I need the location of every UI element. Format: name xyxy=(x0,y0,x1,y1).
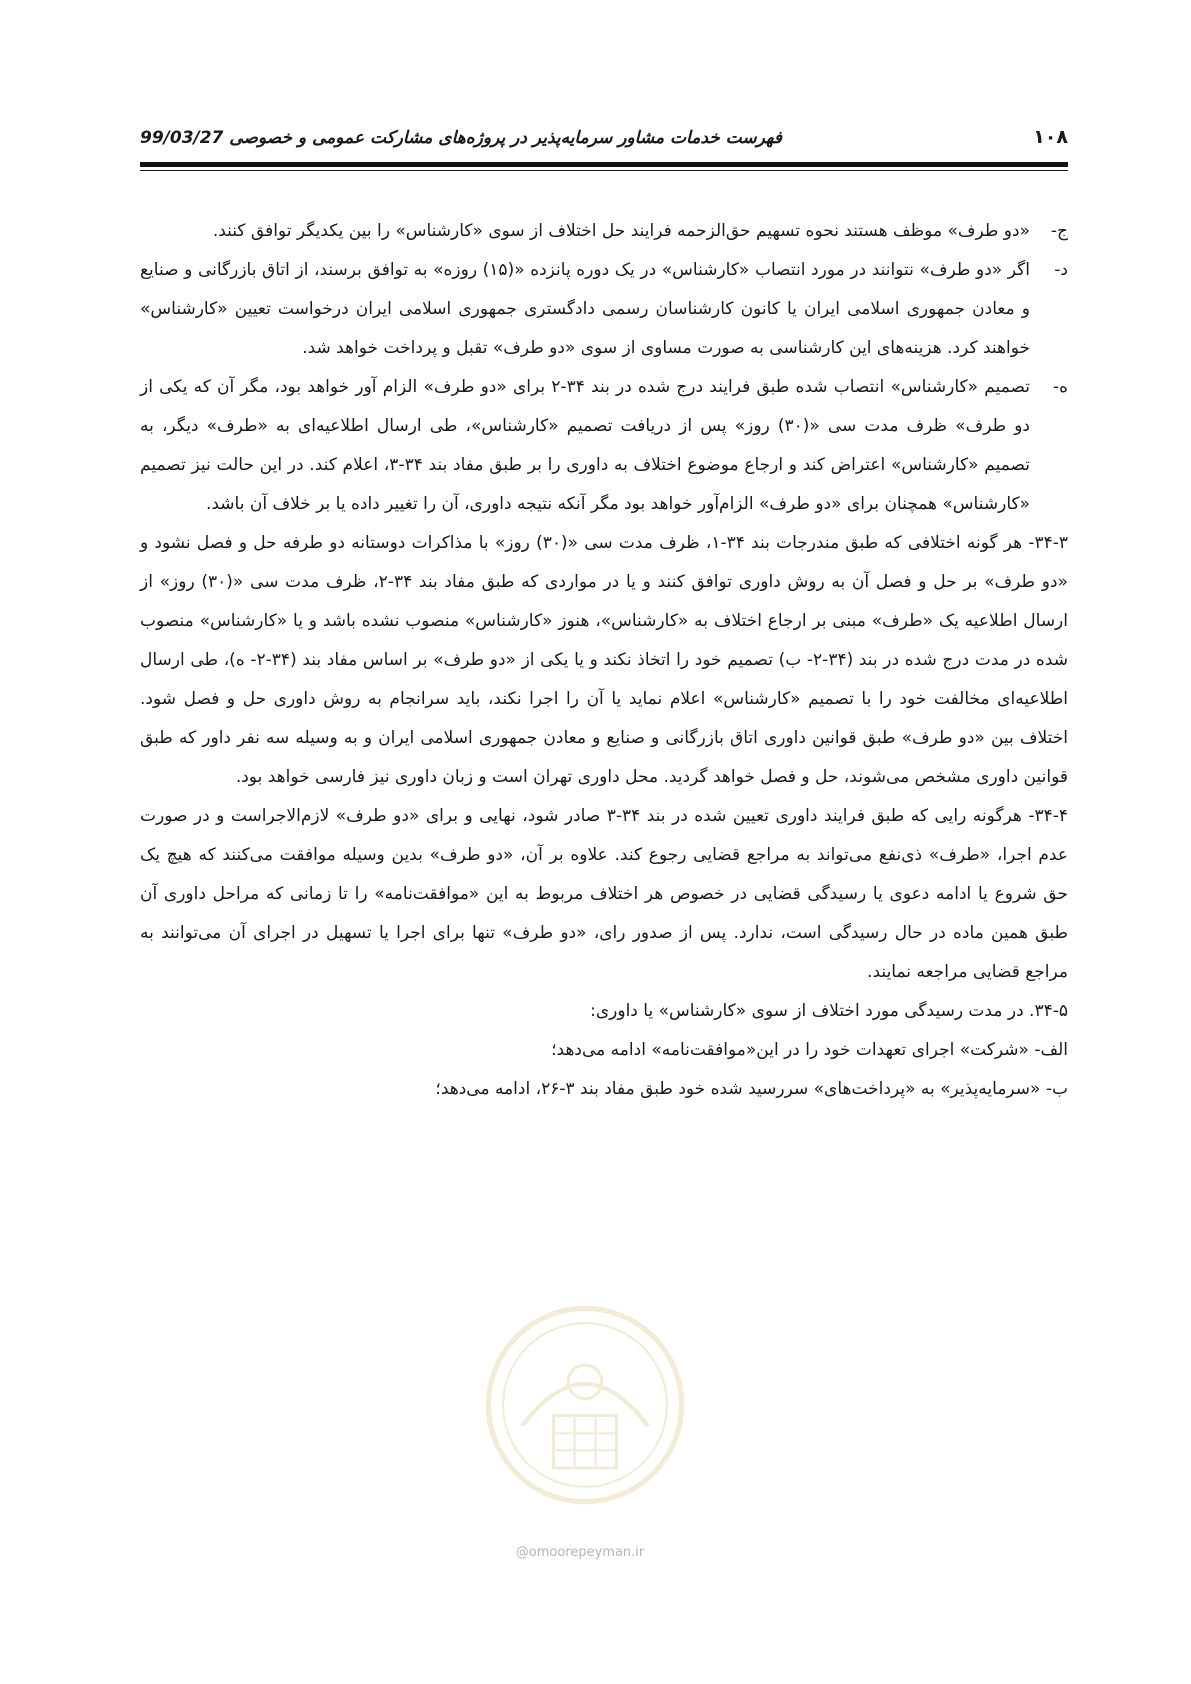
watermark-url: @omoorepeyman.ir xyxy=(515,1545,645,1560)
list-item-text: اگر «دو طرف» نتوانند در مورد انتصاب «کارشناس» در یک دوره پانزده «(۱۵) روزه» به توافق برسند، از اتاق بازرگانی و صنایع و معادن جمهوری اسلامی ایران یا کانون کارشناسان رسمی دادگستری جمهوری اسلامی ایران درخواست تعیین «کارشناس» خواهند کرد. هزینه‌های این کارشناسی به صورت مساوی از سوی «دو طرف» تقبل و پرداخت خواهد شد. xyxy=(140,260,1030,358)
page-body xyxy=(140,212,1068,1109)
page-number: ۱۰۸ xyxy=(1033,126,1068,148)
page-header xyxy=(140,126,1068,156)
list-marker: د- xyxy=(1054,260,1068,280)
clause-34-4: ۳۴-۴- هرگونه رایی که طبق فرایند داوری تعیین شده در بند ۳۴-۳ صادر شود، نهایی و برای «دو طرف» لازم‌الاجراست و در صورت عدم اجرا، «طرف» ذی‌نفع می‌تواند به مراجع قضایی رجوع کند. علاوه بر آن، «دو طرف» بدین وسیله موافقت می‌کنند که هیچ یک حق شروع یا ادامه دعوی یا رسیدگی قضایی در خصوص هر اختلاف مربوط به این «موافقت‌نامه» را تا زمانی که مراحل داوری آن طبق همین ماده در حال رسیدگی است، ندارد. پس از صدور رای، «دو طرف» تنها برای اجرا یا تسهیل در اجرای آن می‌توانند به مراجع قضایی مراجعه نمایند. xyxy=(140,806,1068,982)
running-title: فهرست خدمات مشاور سرمایه‌پذیر در پروژه‌های مشارکت عمومی و خصوصی 99/03/27 xyxy=(140,128,782,148)
list-item-text: «دو طرف» موظف هستند نحوه تسهیم حق‌الزحمه فرایند حل اختلاف از سوی «کارشناس» را بین یکدیگر توافق کنند. xyxy=(212,221,1030,241)
list-item-text: تصمیم «کارشناس» انتصاب شده طبق فرایند درج شده در بند ۳۴-۲ برای «دو طرف» الزام آور خواهد بود، مگر آن که یکی از دو طرف» ظرف مدت سی «(۳۰) روز» پس از دریافت تصمیم «کارشناس»، طی ارسال اطلاعیه‌ای به «طرف» دیگر، به تصمیم «کارشناس» اعتراض کند و ارجاع موضوع اختلاف به داوری را بر طبق مفاد بند ۳۴-۳، اعلام کند. در این حالت نیز تصمیم «کارشناس» همچنان برای «دو طرف» الزام‌آور خواهد بود مگر آنکه نتیجه داوری، آن را تغییر داده یا بر خلاف آن باشد. xyxy=(140,377,1031,514)
sub-item-alef: الف- «شرکت» اجرای تعهدات خود را در این«موافقت‌نامه» ادامه می‌دهد؛ xyxy=(551,1040,1068,1060)
list-item xyxy=(140,251,1068,368)
clause-34-3: ۳۴-۳- هر گونه اختلافی که طبق مندرجات بند ۳۴-۱، ظرف مدت سی «(۳۰) روز» با مذاکرات دوستانه دو طرفه حل و فصل نشود و «دو طرف» بر حل و فصل آن به روش داوری توافق کنند و یا در مواردی که طبق مفاد بند ۳۴-۲، ظرف مدت سی «(۳۰) روز» از ارسال اطلاعیه یک «طرف» مبنی بر ارجاع اختلاف به «کارشناس»، هنوز «کارشناس» منصوب نشده باشد و یا «کارشناس» منصوب شده در مدت درج شده در بند (۳۴-۲- ب) تصمیم خود را اتخاذ نکند و یا یکی از «دو طرف» بر اساس مفاد بند (۳۴-۲- ه)، طی ارسال اطلاعیه‌ای مخالفت خود را با تصمیم «کارشناس» اعلام نماید یا آن را اجرا نکند، باید سرانجام به روش داوری حل و فصل شود. اختلاف بین «دو طرف» طبق قوانین داوری اتاق بازرگانی و صنایع و معادن جمهوری اسلامی ایران و به وسیله سه نفر داور که طبق قوانین داوری مشخص می‌شوند، حل و فصل خواهد گردید. محل داوری تهران است و زبان داوری نیز فارسی خواهد بود. xyxy=(140,533,1069,787)
header-rule-thick xyxy=(140,162,1068,167)
watermark-seal-icon xyxy=(480,1300,690,1510)
list-item xyxy=(140,368,1068,524)
clause-34-5: ۳۴-۵. در مدت رسیدگی مورد اختلاف از سوی «کارشناس» یا داوری: xyxy=(590,1001,1068,1021)
header-rule-thin xyxy=(140,170,1068,171)
sub-item-be: ب- «سرمایه‌پذیر» به «پرداخت‌های» سررسید شده خود طبق مفاد بند ۳-۲۶، ادامه می‌دهد؛ xyxy=(435,1079,1068,1099)
list-marker: ه- xyxy=(1052,377,1068,397)
list-item xyxy=(140,212,1068,251)
list-marker: ج- xyxy=(1050,221,1068,241)
